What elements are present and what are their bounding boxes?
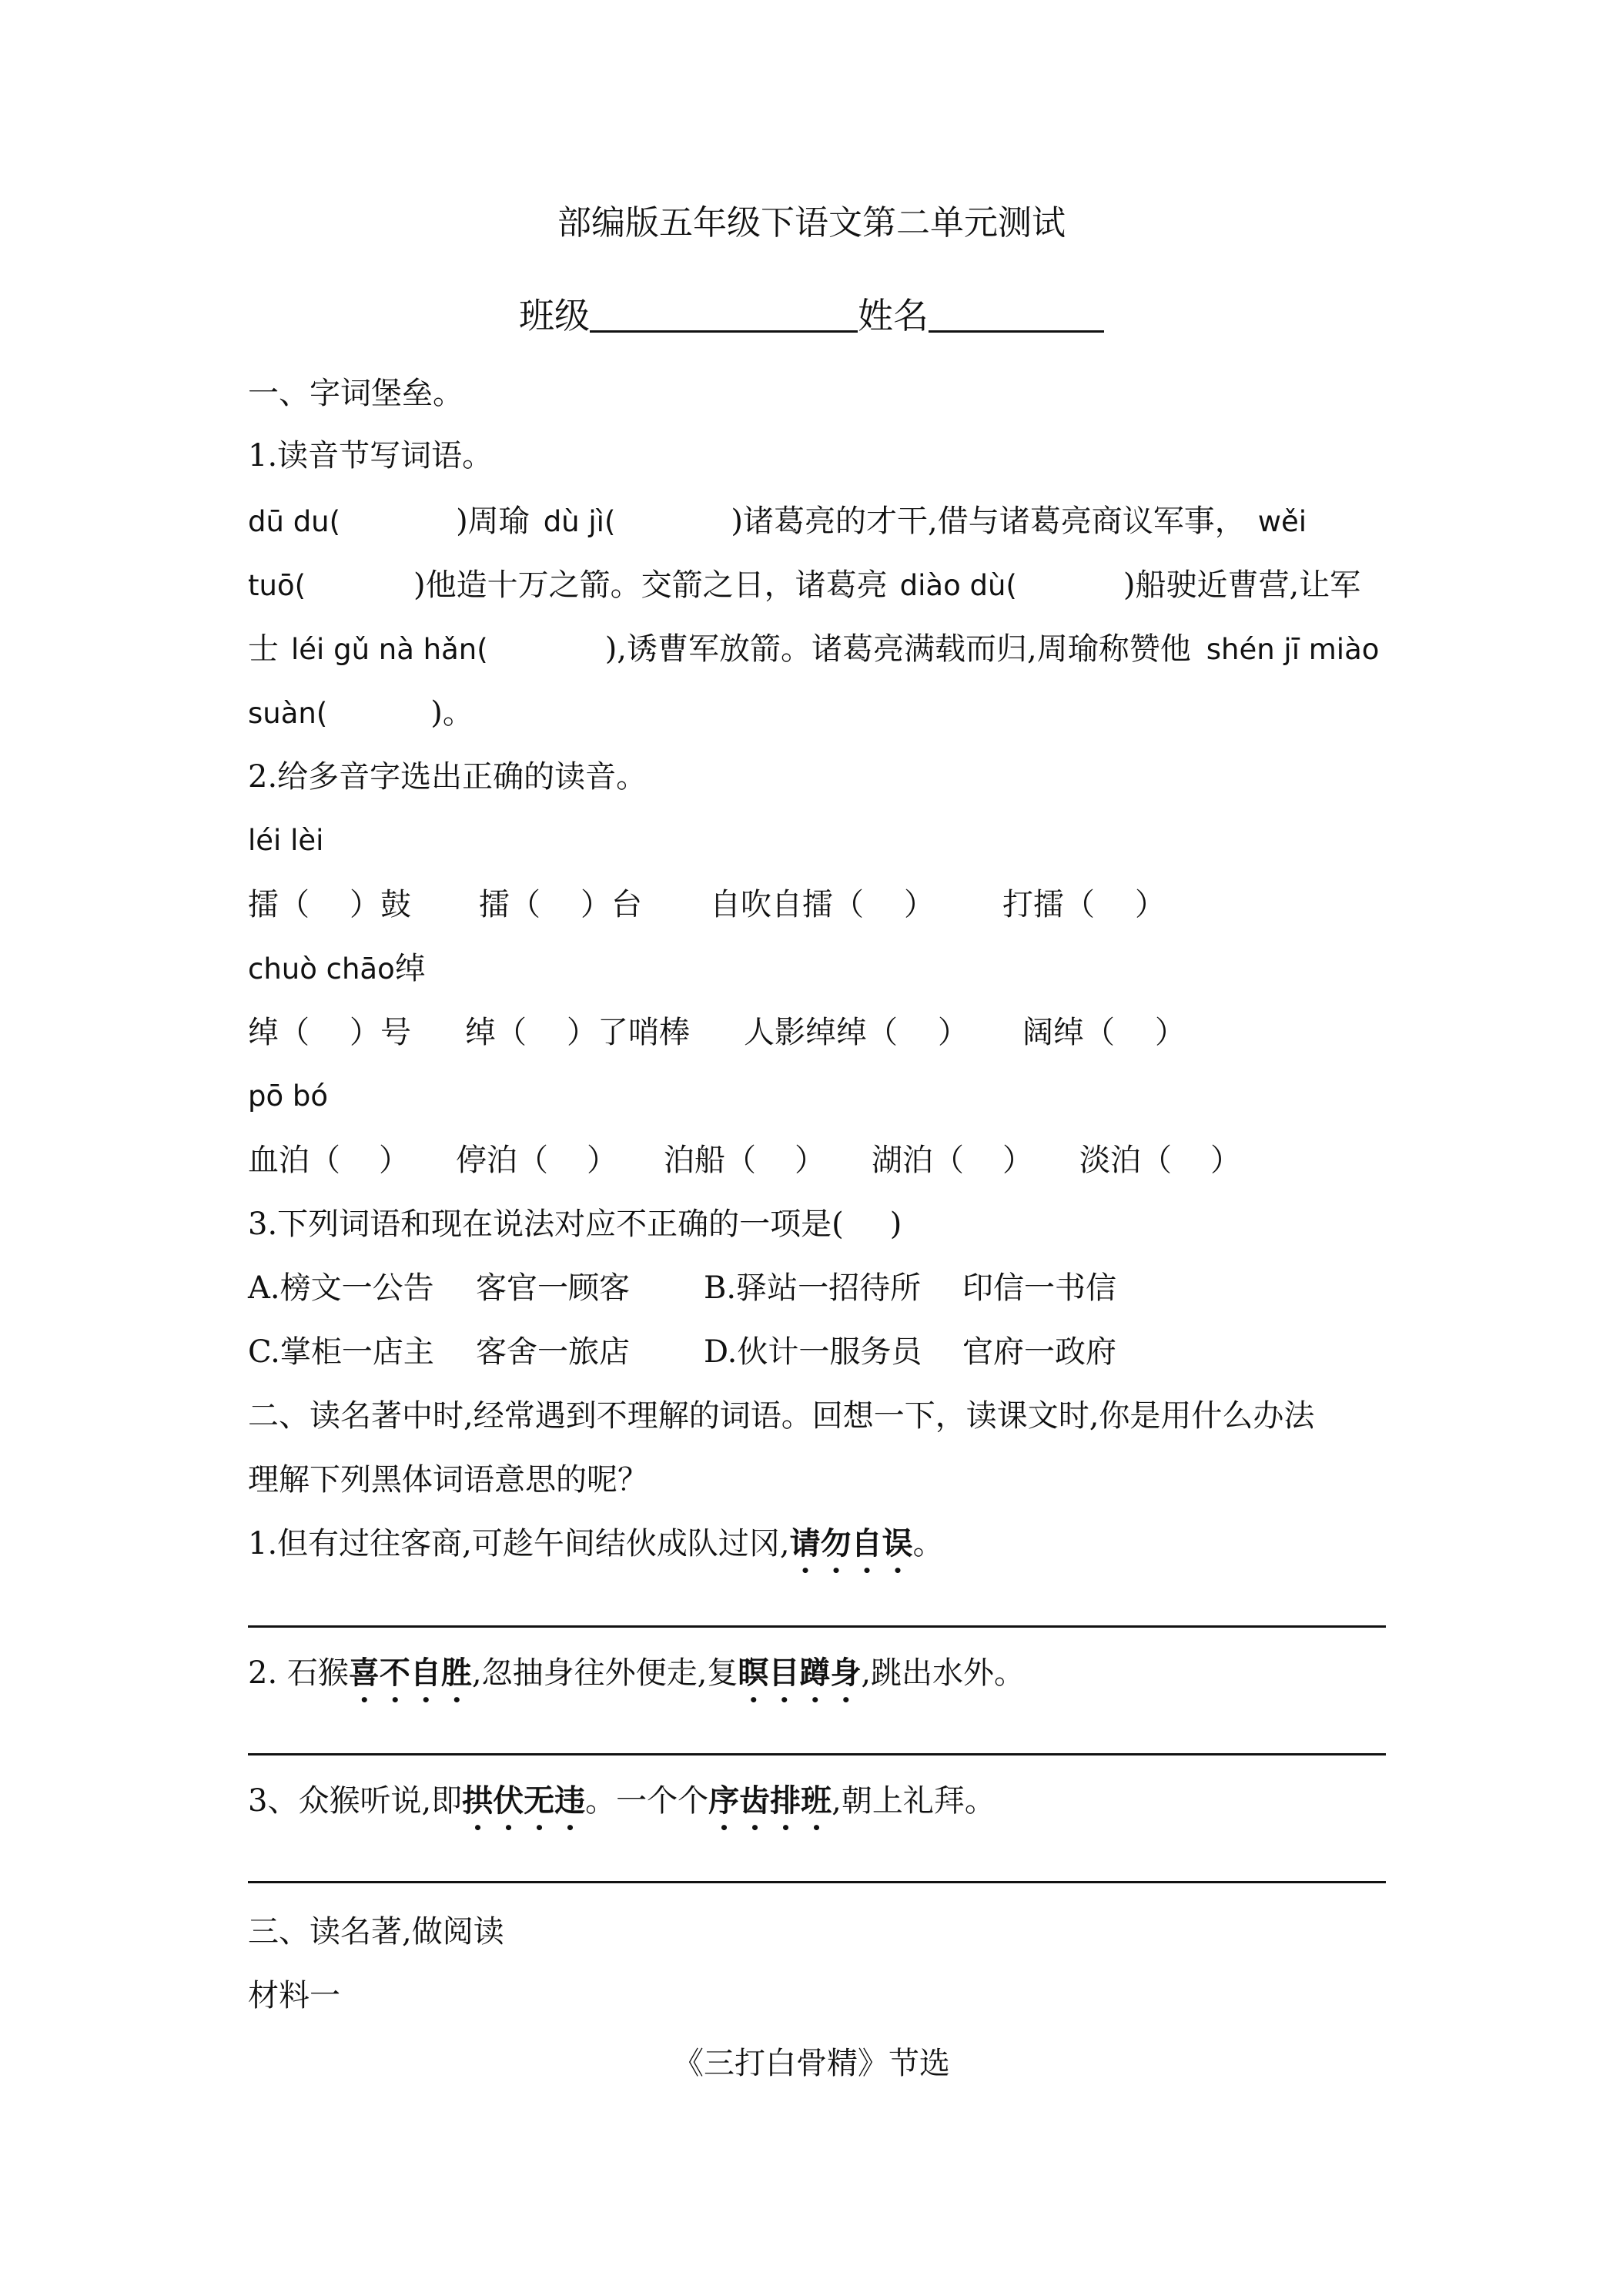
pinyin-text: dù jì( [543, 505, 616, 538]
answer-line-3[interactable] [248, 1881, 1386, 1883]
class-label: 班级 [519, 295, 590, 336]
option-b-2[interactable]: 印信一书信 [962, 1270, 1116, 1306]
option-a-2[interactable]: 客官一顾客 [476, 1270, 630, 1306]
q1-line-1: dū du( )周瑜 dù jì( )诸葛亮的才干,借与诸葛亮商议军事， wěi [248, 504, 1307, 539]
material-label: 材料一 [248, 1978, 340, 2013]
section-3-heading: 三、读名著,做阅读 [248, 1914, 504, 1950]
option-c-2[interactable]: 客舍一旅店 [476, 1334, 630, 1370]
q2-group-3-items: 血泊（ ） 停泊（ ） 泊船（ ） 湖泊（ ） 淡泊（ ） [248, 1143, 1241, 1178]
option-a-1[interactable]: A.榜文一公告 [248, 1270, 434, 1306]
bold-word: 请勿自误 [789, 1525, 913, 1561]
q1-label: 1.读音节写词语。 [248, 438, 494, 474]
q3-label: 3.下列词语和现在说法对应不正确的一项是( ) [248, 1207, 902, 1242]
name-blank[interactable] [929, 296, 1104, 333]
option-b-1[interactable]: B.驿站一招待所 [704, 1270, 922, 1306]
s2-item-3: 3、众猴听说,即拱伏无违。一个个序齿排班,朝上礼拜。 [248, 1782, 996, 1819]
q1-line-2: tuō( )他造十万之箭。交箭之日，诸葛亮 diào dù( )船驶近曹营,让军 [248, 567, 1361, 603]
section-2-heading-line-1: 二、读名著中时,经常遇到不理解的词语。回想一下，读课文时,你是用什么办法 [248, 1398, 1315, 1434]
bold-word: 瞑目蹲身 [738, 1655, 862, 1691]
pinyin-text: diào dù( [899, 569, 1017, 602]
class-blank[interactable] [590, 296, 858, 333]
pinyin-text: shén jī miào [1206, 633, 1380, 666]
q3-options-ab [248, 1268, 1116, 1308]
s2-item-1: 1.但有过往客商,可趁午间结伙成队过冈,请勿自误。 [248, 1525, 944, 1561]
q1-line-4: suàn( )。 [248, 695, 474, 731]
bold-word: 喜不自胜 [348, 1655, 472, 1691]
q2-group-2-pinyin: chuò chāo绰 [248, 951, 426, 986]
option-d-1[interactable]: D.伙计一服务员 [704, 1334, 922, 1370]
section-2-heading-line-2: 理解下列黑体词语意思的呢？ [248, 1462, 648, 1498]
answer-line-2[interactable] [248, 1753, 1386, 1755]
student-info-line [0, 294, 1623, 337]
q2-label: 2.给多音字选出正确的读音。 [248, 759, 648, 795]
pinyin-text: tuō( [248, 569, 306, 602]
name-label: 姓名 [858, 295, 929, 336]
pinyin-text: suàn( [248, 697, 328, 730]
q2-group-1-pinyin: léi lèi [248, 824, 324, 857]
page-title: 部编版五年级下语文第二单元测试 [557, 203, 1066, 243]
q2-group-3-pinyin: pō bó [248, 1079, 329, 1113]
option-d-2[interactable]: 官府一政府 [962, 1334, 1116, 1370]
bold-word: 序齿排班 [708, 1782, 832, 1819]
pinyin-text: wěi [1257, 505, 1307, 538]
pinyin-text: dū du( [248, 505, 341, 538]
q1-line-3: 士 léi gǔ nà hǎn( ),诱曹军放箭。诸葛亮满载而归,周瑜称赞他 shén jī miào [248, 631, 1380, 667]
section-1-heading: 一、字词堡垒。 [248, 376, 463, 411]
answer-line-1[interactable] [248, 1625, 1386, 1628]
bold-word: 拱伏无违 [462, 1782, 586, 1819]
q2-group-1-items: 擂（ ）鼓 擂（ ）台 自吹自擂（ ） 打擂（ ） [248, 887, 1166, 922]
q2-group-2-items: 绰（ ）号 绰（ ）了哨棒 人影绰绰（ ） 阔绰（ ） [248, 1015, 1186, 1050]
q3-options-cd [248, 1332, 1116, 1372]
pinyin-text: léi gǔ nà hǎn( [291, 633, 488, 666]
s2-item-2: 2. 石猴喜不自胜,忽抽身往外便走,复瞑目蹲身,跳出水外。 [248, 1655, 1026, 1691]
option-c-1[interactable]: C.掌柜一店主 [248, 1334, 434, 1370]
excerpt-title: 《三打白骨精》节选 [673, 2046, 950, 2081]
